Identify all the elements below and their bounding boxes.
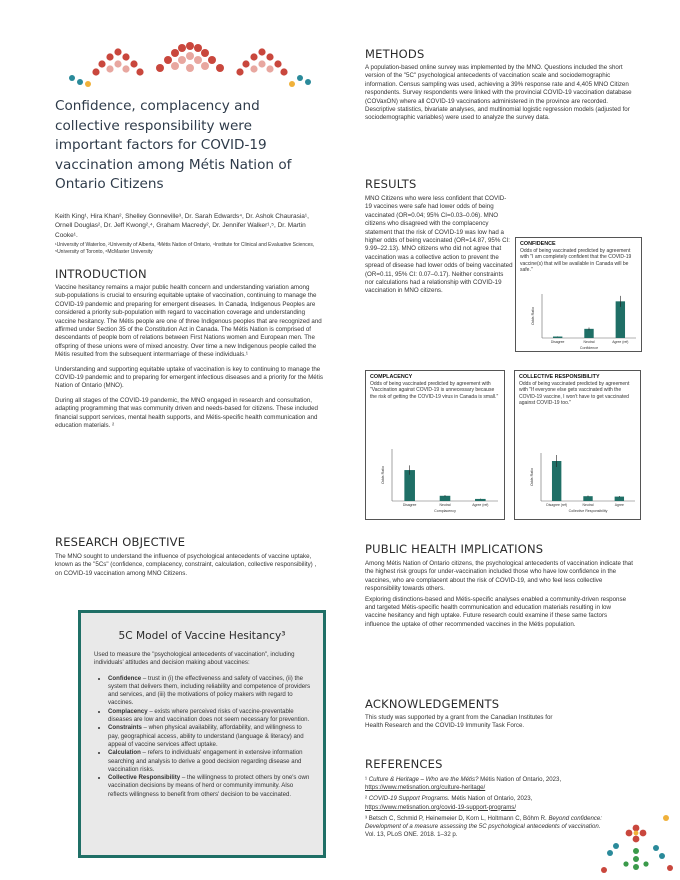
5c-model-intro: Used to measure the "psychological antecedents of vaccination", including individuals' attitudes and decision making about vaccines: [94,651,295,667]
beadwork-corner-decoration [596,806,680,880]
term: Calculation [108,749,141,757]
public-health-implications-heading: PUBLIC HEALTH IMPLICATIONS [365,542,544,556]
term-definition: – refers to individuals' engagement in extensive information searching and analysis to derive a good decision regarding disease and vaccination risks. [108,749,303,773]
references-heading: REFERENCES [365,757,443,771]
reference-source: Métis Nation of Ontario, 2023, [449,795,533,803]
acknowledgements-text: This study was supported by a grant from the Canadian Institutes for Health Research and the COVID-19 Immunity Task Force. [365,714,553,730]
term: Confidence [108,674,142,682]
reference-title: Beyond confidence: Development of a measure assessing the 5C psychological antecedents of vaccination. [365,814,602,831]
results-heading: RESULTS [365,177,417,191]
tick-label: Disagree [550,340,565,344]
research-objective-text: The MNO sought to understand the influence of psychological antecedents of vaccine uptake, known as the "5Cs" (confidence, complacency, constraint, calculation, collective responsibility) , on COVID-19 vaccination among MNO Citizens. [55,553,317,577]
reference-link[interactable]: https://www.metisnation.org/culture-heritage/ [365,784,486,792]
y-axis-label: Odds Ratio [530,468,534,486]
reference-title: COVID-19 Support Programs. [368,795,450,803]
references-list [365,776,605,842]
x-axis-label: Confidence [579,346,599,350]
tick-label: Disagree (ref) [546,503,568,507]
term: Complacency [108,707,148,715]
bar [616,301,625,338]
chart-plot [366,371,506,521]
reference-item [365,776,605,792]
chart-title: COLLECTIVE RESPONSIBILITY [519,374,600,380]
tick-label: Disagree [402,503,417,507]
term-definition: – trust in (i) the effectiveness and safety of vaccines, (ii) the system that delivers them, including reliability and competence of providers and services, and (iii) the motivations of policy makers with regard to vaccines. [108,674,311,707]
5c-model-box [78,610,326,858]
5c-model-title: 5C Model of Vaccine Hesitancy³ [118,630,286,642]
term-definition: – when physical availability, affordability, and willingness to pay, geographical access, ability to understand (language & literacy) and appeal of vaccine services affect uptake. [108,724,304,748]
reference-title: Culture & Heritage – Who are the Métis? [368,776,479,783]
chart-plot [516,238,643,353]
x-axis-label: Collective Responsibility [568,509,608,513]
reference-number: ² [365,795,369,803]
reference-authors: ³ Betsch C, Schmid P, Heinemeier D, Korn L, Holtmann C, Böhm R. [365,814,549,822]
y-axis-label: Odds Ratio [531,307,535,325]
tick-label: Agree (ref) [472,503,489,507]
introduction-heading: INTRODUCTION [55,267,147,281]
tick-label: Neutral [583,340,595,344]
5c-model-list [94,675,311,799]
tick-label: Neutral [582,503,594,507]
chart-subtitle: Odds of being vaccinated predicted by agreement with "I am completely confident that the COVID-19 vaccine(s) that will be available in Canada will be safe." [520,248,632,274]
introduction-text [55,284,323,437]
methods-heading: METHODS [365,47,425,61]
implications-paragraph: Among Métis Nation of Ontario citizens, the psychological antecedents of vaccination indicate that the highest risk groups for under-vaccination included those who have low confidence in the vaccines, who are complacent about the risk of COVID-19, and who feel less collective responsibility towards others. [365,560,633,593]
chart-subtitle: Odds of being vaccinated predicted by agreement with "If everyone else gets vaccinated with the COVID-19 vaccine, I won't have to get vaccinated against COVID-19 too." [519,381,630,407]
methods-text: A population-based online survey was implemented by the MNO. Questions included the short version of the "5C" psychological antecedents of vaccination scale and sociodemographic information. Census sampling was used, achieving a 39% response rate and 4,405 MNO Citizen respondents. Survey respondents were linked with the provincial COVID-19 vaccination database (COVaxON) where all COVID-19 vaccinations administered in the province are recorded. Descriptive statistics, bivariate analyses, and multinomial logistic regression models (adjusted for sociodemographic variables) were used to analyze the survey data. [365,64,632,122]
public-health-implications-text [365,560,633,635]
chart-subtitle: Odds of being vaccinated predicted by agreement with "Vaccination against COVID-19 is unnecessary because the risk of getting the COVID-19 virus in Canada is small." [370,381,499,400]
results-text: MNO Citizens who were less confident that COVID-19 vaccines were safe had lower odds of being vaccinated (OR=0.04; 95% CI=0.03–0.06). MNO citizens who disagreed with the complacency statement that the risk of COVID-19 was low had a higher odds of being vaccinated (OR=14.87, 95% CI: 9.99–22.13). MNO citizens who did not agree that vaccination was a collective action to prevent the spread of disease had lower odds of being vaccinated (OR=0.11, 95% CI: 0.07–0.17). Neither constraints nor calculations had a relationship with COVID-19 vaccination in MNO citizens. [365,195,513,295]
reference-item [365,815,605,840]
reference-number: ¹ [365,776,369,783]
reference-link[interactable]: https://www.metisnation.org/covid-19-support-programs/ [365,803,517,811]
bar [584,329,593,338]
bar [583,496,592,501]
bar [615,497,624,501]
research-objective-heading: RESEARCH OBJECTIVE [55,535,186,549]
implications-paragraph: Exploring distinctions-based and Métis-specific analyses enabled a community-driven response and targeted Métis-specific health communication and education materials resulting in low vaccine hesitancy and high uptake. Future research could examine if these same factors influence the uptake of other recommended vaccines in the Métis population. [365,595,627,628]
affiliations: ¹University of Waterloo, ²University of Alberta, ³Métis Nation of Ontario, ⁴Institute for Clinical and Evaluative Sciences, ⁵University of Toronto, ⁶McMaster University [55,242,315,256]
y-axis-label: Odds Ratio [381,466,385,484]
tick-label: Neutral [439,503,451,507]
complacency-chart [365,370,505,520]
term: Collective Responsibility [108,774,181,782]
introduction-paragraph: During all stages of the COVID-19 pandemic, the MNO engaged in research and consultation, adapting programming that was community driven and needs-based for citizens. These included financial support services, mental health supports, and Métis-specific health communication and education materials. ² [55,396,318,430]
tick-label: Agree (ref) [612,340,629,344]
list-item [108,749,311,774]
author-list: Keith King¹, Hira Khan², Shelley Gonneville³, Dr. Sarah Edwards⁴, Dr. Ashok Chaurasia¹, Ornell Douglas², Dr. Jeff Kwong²,⁴, Graham Macredy², Dr. Jennifer Walker¹,⁵, Dr. Martin Cooke¹. [55,213,309,239]
chart-title: COMPLACENCY [370,374,413,380]
5c-model-body [81,651,323,799]
tick-label: Agree [614,503,624,507]
chart-title: CONFIDENCE [520,241,556,247]
introduction-paragraph: Understanding and supporting equitable uptake of vaccination is key to continuing to manage the COVID-19 pandemic and to preparing for emergent infectious diseases and a priority for the Métis Nation of Ontario (MNO). [55,365,323,390]
collective-responsibility-chart [514,370,641,520]
list-item [108,724,311,749]
introduction-paragraph: Vaccine hesitancy remains a major public health concern and understanding variation among sub-populations is crucial to ensuring equitable uptake of vaccination, continuing to manage the COVID-19 pandemic and preparing for emergent diseases. In Canada, Indigenous Peoples are considered a priority sub-population with regard to vaccination coverage and understanding vaccine hesitancy. The Métis people are one of three Indigenous peoples that are recognized and affirmed under Section 35 of the Constitution Act in Canada. The Métis Nation is comprised of descendants of people born of relations between First Nations women and European men. The offspring of these unions were of mixed ancestry. Over time a new Indigenous people called the Métis resulted from the subsequent intermarriage of these individuals.¹ [55,284,322,359]
reference-item [365,795,605,811]
reference-source: Vol. 13, PLoS ONE. 2018. 1–32 p. [365,831,458,839]
reference-source: Métis Nation of Ontario, 2023, [478,776,562,783]
list-item [108,675,311,708]
beadwork-flower-decoration [60,38,320,103]
term: Constraints [108,724,142,732]
x-axis-label: Complacency [434,509,456,513]
chart-plot [515,371,642,521]
acknowledgements-heading: ACKNOWLEDGEMENTS [365,697,500,711]
term-definition: – the willingness to protect others by one's own vaccination decisions by means of herd or community immunity. Also reflects willingness to benefit from others' decision to be vaccinated. [108,774,310,798]
term-definition: – exists where perceived risks of vaccine-preventable diseases are low and vaccination does not seem necessary for prevention. [108,707,310,724]
list-item [108,708,311,725]
confidence-chart [515,237,642,352]
poster-title: Confidence, complacency and collective responsibility were important factors for COVID-19 vaccination among Métis Nation of Ontario Citizens [55,98,292,192]
list-item [108,774,311,799]
